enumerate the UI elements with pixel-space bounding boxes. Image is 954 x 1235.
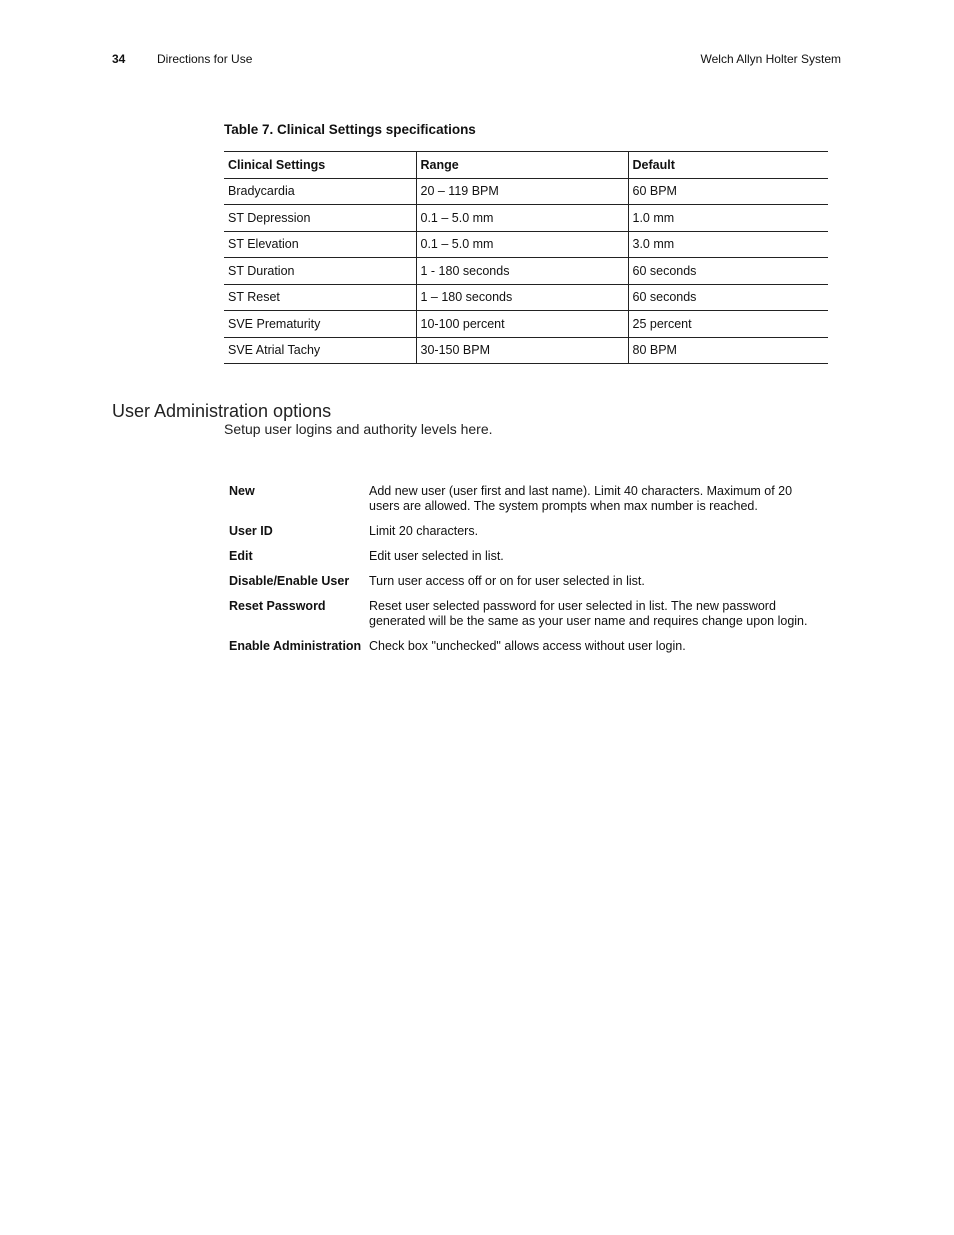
- option-term: Reset Password: [229, 599, 326, 613]
- table-cell: SVE Prematurity: [224, 311, 416, 338]
- table-cell: ST Reset: [224, 284, 416, 311]
- table-cell: 80 BPM: [628, 337, 828, 364]
- table-cell: Bradycardia: [224, 178, 416, 205]
- page-number: 34: [112, 52, 126, 66]
- option-description: Limit 20 characters.: [369, 524, 479, 538]
- table-cell: ST Depression: [224, 205, 416, 232]
- option-item: [229, 484, 829, 514]
- table-caption: Table 7. Clinical Settings specifications: [224, 122, 476, 137]
- column-header: Default: [628, 152, 828, 179]
- table-cell: 20 – 119 BPM: [416, 178, 628, 205]
- table-cell: ST Duration: [224, 258, 416, 285]
- option-item: [229, 599, 829, 629]
- table-cell: 0.1 – 5.0 mm: [416, 205, 628, 232]
- table-cell: 10-100 percent: [416, 311, 628, 338]
- table-row: [224, 311, 828, 338]
- option-description: Add new user (user first and last name). Limit 40 characters. Maximum of 20 users are allowed. The system prompts when max number is reached.: [369, 484, 793, 513]
- option-item: [229, 524, 829, 539]
- option-term: Disable/Enable User: [229, 574, 350, 588]
- table-row: [224, 258, 828, 285]
- option-description: Turn user access off or on for user selected in list.: [369, 574, 645, 588]
- section-intro: Setup user logins and authority levels here.: [224, 421, 493, 437]
- table-cell: SVE Atrial Tachy: [224, 337, 416, 364]
- table-cell: 1.0 mm: [628, 205, 828, 232]
- column-header: Clinical Settings: [224, 152, 416, 179]
- header-document-title: Directions for Use: [157, 52, 253, 66]
- table-cell: 30-150 BPM: [416, 337, 628, 364]
- table-cell: 1 – 180 seconds: [416, 284, 628, 311]
- column-header: Range: [416, 152, 628, 179]
- table-row: [224, 284, 828, 311]
- table-row: [224, 178, 828, 205]
- option-item: [229, 639, 829, 654]
- table-cell: 60 BPM: [628, 178, 828, 205]
- page-header: [0, 52, 954, 70]
- option-term: New: [229, 484, 255, 498]
- table-cell: 0.1 – 5.0 mm: [416, 231, 628, 258]
- option-term: Enable Administration: [229, 639, 362, 653]
- table-row: [224, 205, 828, 232]
- option-item: [229, 574, 829, 589]
- option-description: Reset user selected password for user selected in list. The new password generated will be the same as your user name and requires change upon login.: [369, 599, 808, 628]
- table-cell: 3.0 mm: [628, 231, 828, 258]
- header-product-name: Welch Allyn Holter System: [700, 52, 841, 66]
- table-cell: 25 percent: [628, 311, 828, 338]
- user-admin-options-list: [229, 484, 829, 664]
- clinical-settings-table: [224, 151, 828, 364]
- option-item: [229, 549, 829, 564]
- option-term: Edit: [229, 549, 253, 563]
- section-title: User Administration options: [112, 400, 332, 421]
- table-row: [224, 231, 828, 258]
- option-description: Edit user selected in list.: [369, 549, 504, 563]
- table-cell: ST Elevation: [224, 231, 416, 258]
- table-cell: 1 - 180 seconds: [416, 258, 628, 285]
- table-cell: 60 seconds: [628, 258, 828, 285]
- option-description: Check box "unchecked" allows access without user login.: [369, 639, 686, 653]
- option-term: User ID: [229, 524, 273, 538]
- table-cell: 60 seconds: [628, 284, 828, 311]
- table-header-row: [224, 152, 828, 179]
- table-row: [224, 337, 828, 364]
